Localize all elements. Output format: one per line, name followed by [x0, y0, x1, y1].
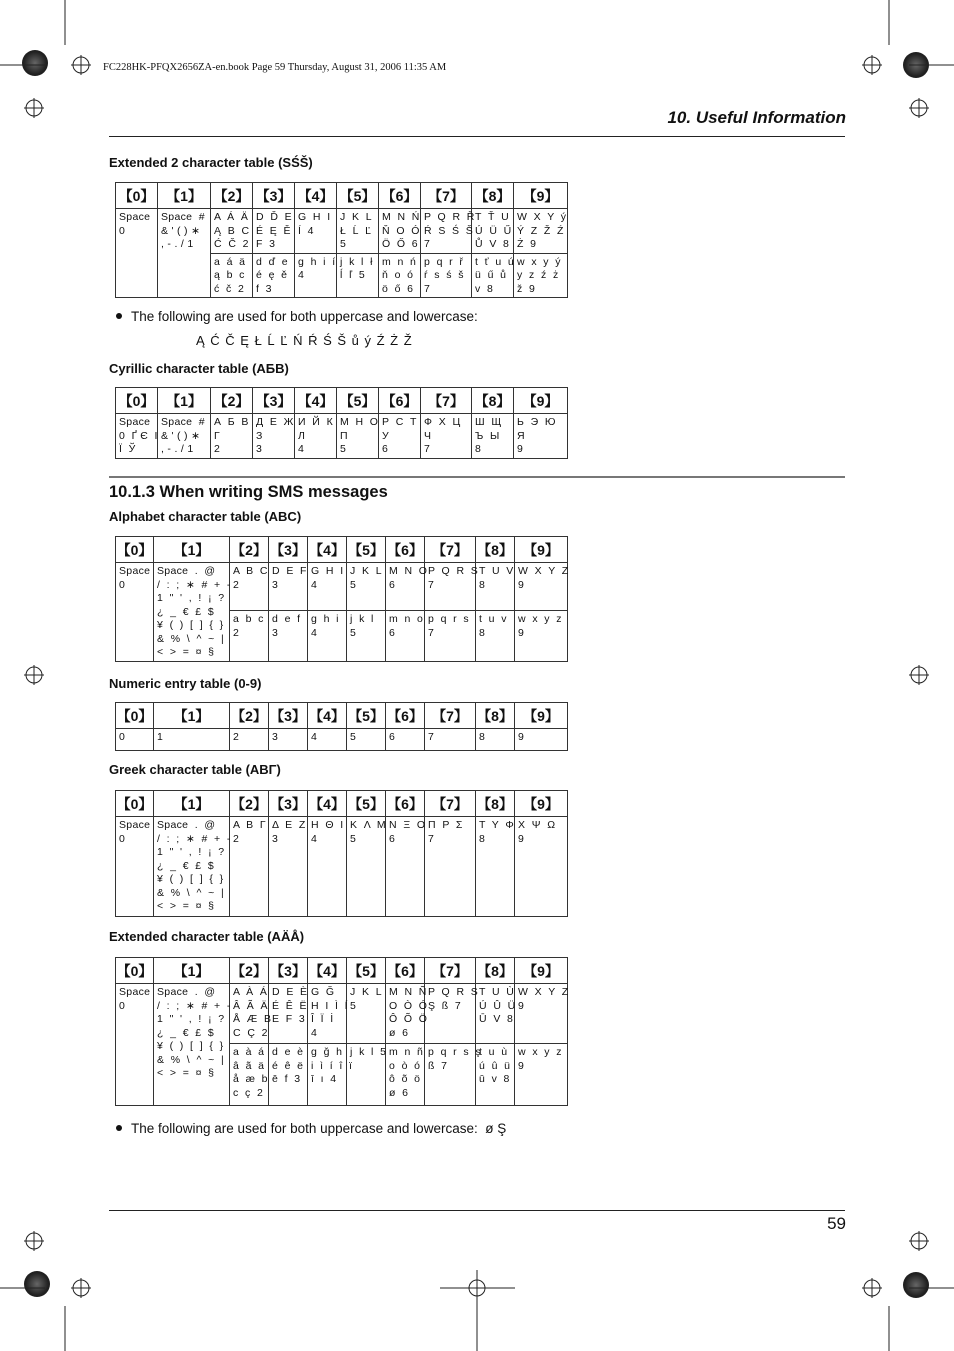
table-cell: G H I Í 4	[295, 209, 337, 254]
table-cell: a à á â ã ä å æ b c ç 2	[230, 1044, 269, 1106]
bullet-text: The following are used for both uppercase and lowercase:	[131, 1121, 478, 1136]
table-cell: m n ń ň o ó ö ő 6	[379, 253, 421, 298]
table-cell: G Ğ H I Ì Í Î Ï İ 4	[308, 984, 347, 1044]
table-cell: T Ť U Ú Ü Ű Ů V 8	[472, 209, 514, 254]
table-cell: Space . @ / : ; ∗ # + - 1 " ' , ! ¡ ? ¿ _ € £ $ ¥ ( ) [ ] { } & % \ ^ ~ | < > = ¤ §	[154, 984, 230, 1106]
table-cell: t u v 8	[476, 611, 515, 662]
key-9: 【9】	[514, 388, 568, 414]
table-cell: W X Y Z 9	[515, 563, 568, 611]
header-rule	[109, 136, 845, 137]
table-cell: 4	[308, 729, 347, 751]
key-7: 【7】	[425, 791, 476, 817]
table-cell: a b c 2	[230, 611, 269, 662]
key-5: 【5】	[347, 537, 386, 563]
table-cell: P Q R Ř Ŕ S Ś Š 7	[421, 209, 472, 254]
table-cell: g h i 4	[308, 611, 347, 662]
key-4: 【4】	[295, 388, 337, 414]
key-2: 【2】	[211, 183, 253, 209]
key-3: 【3】	[269, 958, 308, 984]
bullet-text: The following are used for both uppercase and lowercase:	[131, 309, 478, 324]
table-cell: w x y ý y z ź ż ž 9	[514, 253, 568, 298]
table-cell: Space 0	[116, 563, 154, 662]
table-cell: d e è é ê ë ē f 3	[269, 1044, 308, 1106]
table-cell: Space . @ / : ; ∗ # + - 1 " ' , ! ¡ ? ¿ _ € £ $ ¥ ( ) [ ] { } & % \ ^ ~ | < > = ¤ §	[154, 563, 230, 662]
key-2: 【2】	[230, 791, 269, 817]
table-cell: t ť u ú ü ű ů v 8	[472, 253, 514, 298]
table-cell: A B Γ 2	[230, 817, 269, 917]
table-cell: j k l ł ĺ ľ 5	[337, 253, 379, 298]
key-9: 【9】	[515, 958, 568, 984]
bullet-icon	[116, 313, 122, 319]
table-cell: M N O 6	[386, 563, 425, 611]
key-4: 【4】	[295, 183, 337, 209]
table-cell: T U V 8	[476, 563, 515, 611]
key-8: 【8】	[476, 958, 515, 984]
bullet-note-2	[116, 1121, 506, 1136]
key-8: 【8】	[472, 388, 514, 414]
key-9: 【9】	[515, 537, 568, 563]
key-4: 【4】	[308, 958, 347, 984]
table-cell: D E F 3	[269, 563, 308, 611]
table-cell: m n ñ o ò ó ô õ ö ø 6	[386, 1044, 425, 1106]
table-row	[116, 984, 568, 1044]
table-cell: W X Y Z 9	[515, 984, 568, 1044]
table-cell: 3	[269, 729, 308, 751]
table-cell: w x y z 9	[515, 611, 568, 662]
table-cell: K Λ M 5	[347, 817, 386, 917]
key-3: 【3】	[253, 388, 295, 414]
key-1: 【1】	[154, 537, 230, 563]
greek-table-title: Greek character table (ABΓ)	[109, 762, 281, 777]
page-number: 59	[827, 1214, 846, 1233]
key-6: 【6】	[386, 791, 425, 817]
table-cell: 2	[230, 729, 269, 751]
key-2: 【2】	[230, 958, 269, 984]
table-cell: p q r s ş ß 7	[425, 1044, 476, 1106]
table-cell: A Á Ä Ą B C Ć Č 2	[211, 209, 253, 254]
ext2-table-title: Extended 2 character table (SŚŠ)	[109, 155, 313, 170]
table-cell: Space . @ / : ; ∗ # + - 1 " ' , ! ¡ ? ¿ _ € £ $ ¥ ( ) [ ] { } & % \ ^ ~ | < > = ¤ §	[154, 817, 230, 917]
key-2: 【2】	[230, 703, 269, 729]
table-row	[116, 563, 568, 611]
key-4: 【4】	[308, 791, 347, 817]
key-9: 【9】	[515, 791, 568, 817]
key-6: 【6】	[386, 537, 425, 563]
key-5: 【5】	[347, 791, 386, 817]
key-4: 【4】	[308, 703, 347, 729]
key-0: 【0】	[116, 791, 154, 817]
table-row	[116, 414, 568, 459]
table-cell: Space 0	[116, 984, 154, 1106]
table-cell: Δ E Z 3	[269, 817, 308, 917]
table-cell: d ď e é ę ě f 3	[253, 253, 295, 298]
table-cell: X Ψ Ω 9	[515, 817, 568, 917]
key-0: 【0】	[116, 388, 158, 414]
table-cell: 1	[154, 729, 230, 751]
key-5: 【5】	[347, 958, 386, 984]
table-cell: G H I 4	[308, 563, 347, 611]
table-cell: M N Ń Ň O Ó Ö Ő 6	[379, 209, 421, 254]
greek-table	[115, 790, 568, 917]
key-3: 【3】	[253, 183, 295, 209]
table-cell: D Ď E É Ę Ě F 3	[253, 209, 295, 254]
table-cell: 7	[425, 729, 476, 751]
alphabet-table	[115, 536, 568, 662]
key-header-row	[116, 388, 568, 414]
key-9: 【9】	[515, 703, 568, 729]
table-cell: D E È É Ê Ë E F 3	[269, 984, 308, 1044]
key-8: 【8】	[472, 183, 514, 209]
table-cell: P Q R S 7	[425, 563, 476, 611]
key-5: 【5】	[337, 388, 379, 414]
key-5: 【5】	[347, 703, 386, 729]
table-cell: M N Ñ O Ò Ó Ô Õ Ö ø 6	[386, 984, 425, 1044]
key-1: 【1】	[158, 183, 211, 209]
alphabet-table-title: Alphabet character table (ABC)	[109, 509, 302, 524]
key-3: 【3】	[269, 703, 308, 729]
shared-chars: ø Ş	[485, 1121, 507, 1136]
table-cell: J K L 5	[347, 563, 386, 611]
table-cell: H Θ I 4	[308, 817, 347, 917]
table-cell: p q r ř ŕ s ś š 7	[421, 253, 472, 298]
key-7: 【7】	[425, 958, 476, 984]
bullet-icon	[116, 1125, 122, 1131]
key-1: 【1】	[154, 958, 230, 984]
key-0: 【0】	[116, 537, 154, 563]
table-cell: М Н О П 5	[337, 414, 379, 459]
numeric-table	[115, 702, 568, 751]
key-0: 【0】	[116, 183, 158, 209]
key-2: 【2】	[211, 388, 253, 414]
table-cell: J K L 5	[347, 984, 386, 1044]
table-cell: T U Ù Ú Û Ü Ū V 8	[476, 984, 515, 1044]
table-row	[116, 817, 568, 917]
table-cell: А Б В Г 2	[211, 414, 253, 459]
key-8: 【8】	[476, 537, 515, 563]
ext2-table	[115, 182, 568, 298]
key-1: 【1】	[154, 703, 230, 729]
table-cell: A B C 2	[230, 563, 269, 611]
key-1: 【1】	[158, 388, 211, 414]
table-row	[116, 209, 568, 254]
key-header-row	[116, 958, 568, 984]
table-cell: w x y z 9	[515, 1044, 568, 1106]
key-header-row	[116, 183, 568, 209]
numeric-table-title: Numeric entry table (0-9)	[109, 676, 262, 691]
key-5: 【5】	[337, 183, 379, 209]
key-1: 【1】	[154, 791, 230, 817]
key-6: 【6】	[379, 183, 421, 209]
table-cell: Ш Щ Ъ Ы 8	[472, 414, 514, 459]
table-cell: d e f 3	[269, 611, 308, 662]
key-7: 【7】	[421, 183, 472, 209]
key-6: 【6】	[386, 703, 425, 729]
header-title: 10. Useful Information	[667, 108, 846, 127]
table-cell: Space 0	[116, 817, 154, 917]
table-cell: Space # & ' ( ) ∗ , - . / 1	[158, 209, 211, 298]
key-header-row	[116, 703, 568, 729]
key-2: 【2】	[230, 537, 269, 563]
table-cell: Space 0 Ґ Є І Ї Ў	[116, 414, 158, 459]
footer-rule	[109, 1210, 845, 1211]
table-cell: j k l 5	[347, 1044, 386, 1106]
table-cell: Ь Э Ю Я 9	[514, 414, 568, 459]
table-row	[116, 729, 568, 751]
key-8: 【8】	[476, 791, 515, 817]
table-cell: W X Y ý Ý Z Ž Ź Ż 9	[514, 209, 568, 254]
key-3: 【3】	[269, 537, 308, 563]
key-header-row	[116, 791, 568, 817]
table-cell: a á ä ą b c ć č 2	[211, 253, 253, 298]
table-cell: 5	[347, 729, 386, 751]
key-7: 【7】	[425, 537, 476, 563]
file-info: FC228HK-PFQX2656ZA-en.book Page 59 Thursday, August 31, 2006 11:35 AM	[103, 62, 447, 73]
table-cell: t u ù ú û ü ū v 8	[476, 1044, 515, 1106]
key-0: 【0】	[116, 703, 154, 729]
table-cell: J K L Ł Ĺ Ľ 5	[337, 209, 379, 254]
table-cell: p q r s 7	[425, 611, 476, 662]
table-cell: 0	[116, 729, 154, 751]
table-cell: m n o 6	[386, 611, 425, 662]
table-cell: g ğ h i ì í î ï ī ı 4	[308, 1044, 347, 1106]
table-cell: Д Е Ж З 3	[253, 414, 295, 459]
table-cell: P Q R S Ş ß 7	[425, 984, 476, 1044]
table-cell: j k l 5	[347, 611, 386, 662]
extended-table-title: Extended character table (AÄÅ)	[109, 929, 305, 944]
extended-table	[115, 957, 568, 1106]
table-cell: И Й К Л 4	[295, 414, 337, 459]
table-cell: A À Á Â Ã Ä Å Æ B C Ç 2	[230, 984, 269, 1044]
table-cell: 8	[476, 729, 515, 751]
cyrillic-table	[115, 387, 568, 459]
table-cell: g h i í 4	[295, 253, 337, 298]
cyrillic-table-title: Cyrillic character table (AБВ)	[109, 361, 289, 376]
table-cell: Space # & ' ( ) ∗ , - . / 1	[158, 414, 211, 459]
table-cell: Ф Х Ц Ч 7	[421, 414, 472, 459]
bullet-note	[116, 309, 478, 324]
key-7: 【7】	[421, 388, 472, 414]
shared-chars: Ą Ć Č Ę Ł Ĺ Ľ Ń Ŕ Ś Š ů ý Ź Ż Ž	[196, 333, 413, 348]
table-cell: N Ξ O 6	[386, 817, 425, 917]
table-cell: 9	[515, 729, 568, 751]
key-7: 【7】	[425, 703, 476, 729]
table-cell: Р С Т У 6	[379, 414, 421, 459]
key-9: 【9】	[514, 183, 568, 209]
section-rule	[109, 476, 845, 478]
key-3: 【3】	[269, 791, 308, 817]
key-6: 【6】	[379, 388, 421, 414]
table-cell: 6	[386, 729, 425, 751]
key-6: 【6】	[386, 958, 425, 984]
table-cell: Space 0	[116, 209, 158, 298]
key-header-row	[116, 537, 568, 563]
key-8: 【8】	[476, 703, 515, 729]
key-4: 【4】	[308, 537, 347, 563]
key-0: 【0】	[116, 958, 154, 984]
table-cell: T Y Φ 8	[476, 817, 515, 917]
section-heading: 10.1.3 When writing SMS messages	[109, 483, 388, 501]
table-cell: Π P Σ 7	[425, 817, 476, 917]
